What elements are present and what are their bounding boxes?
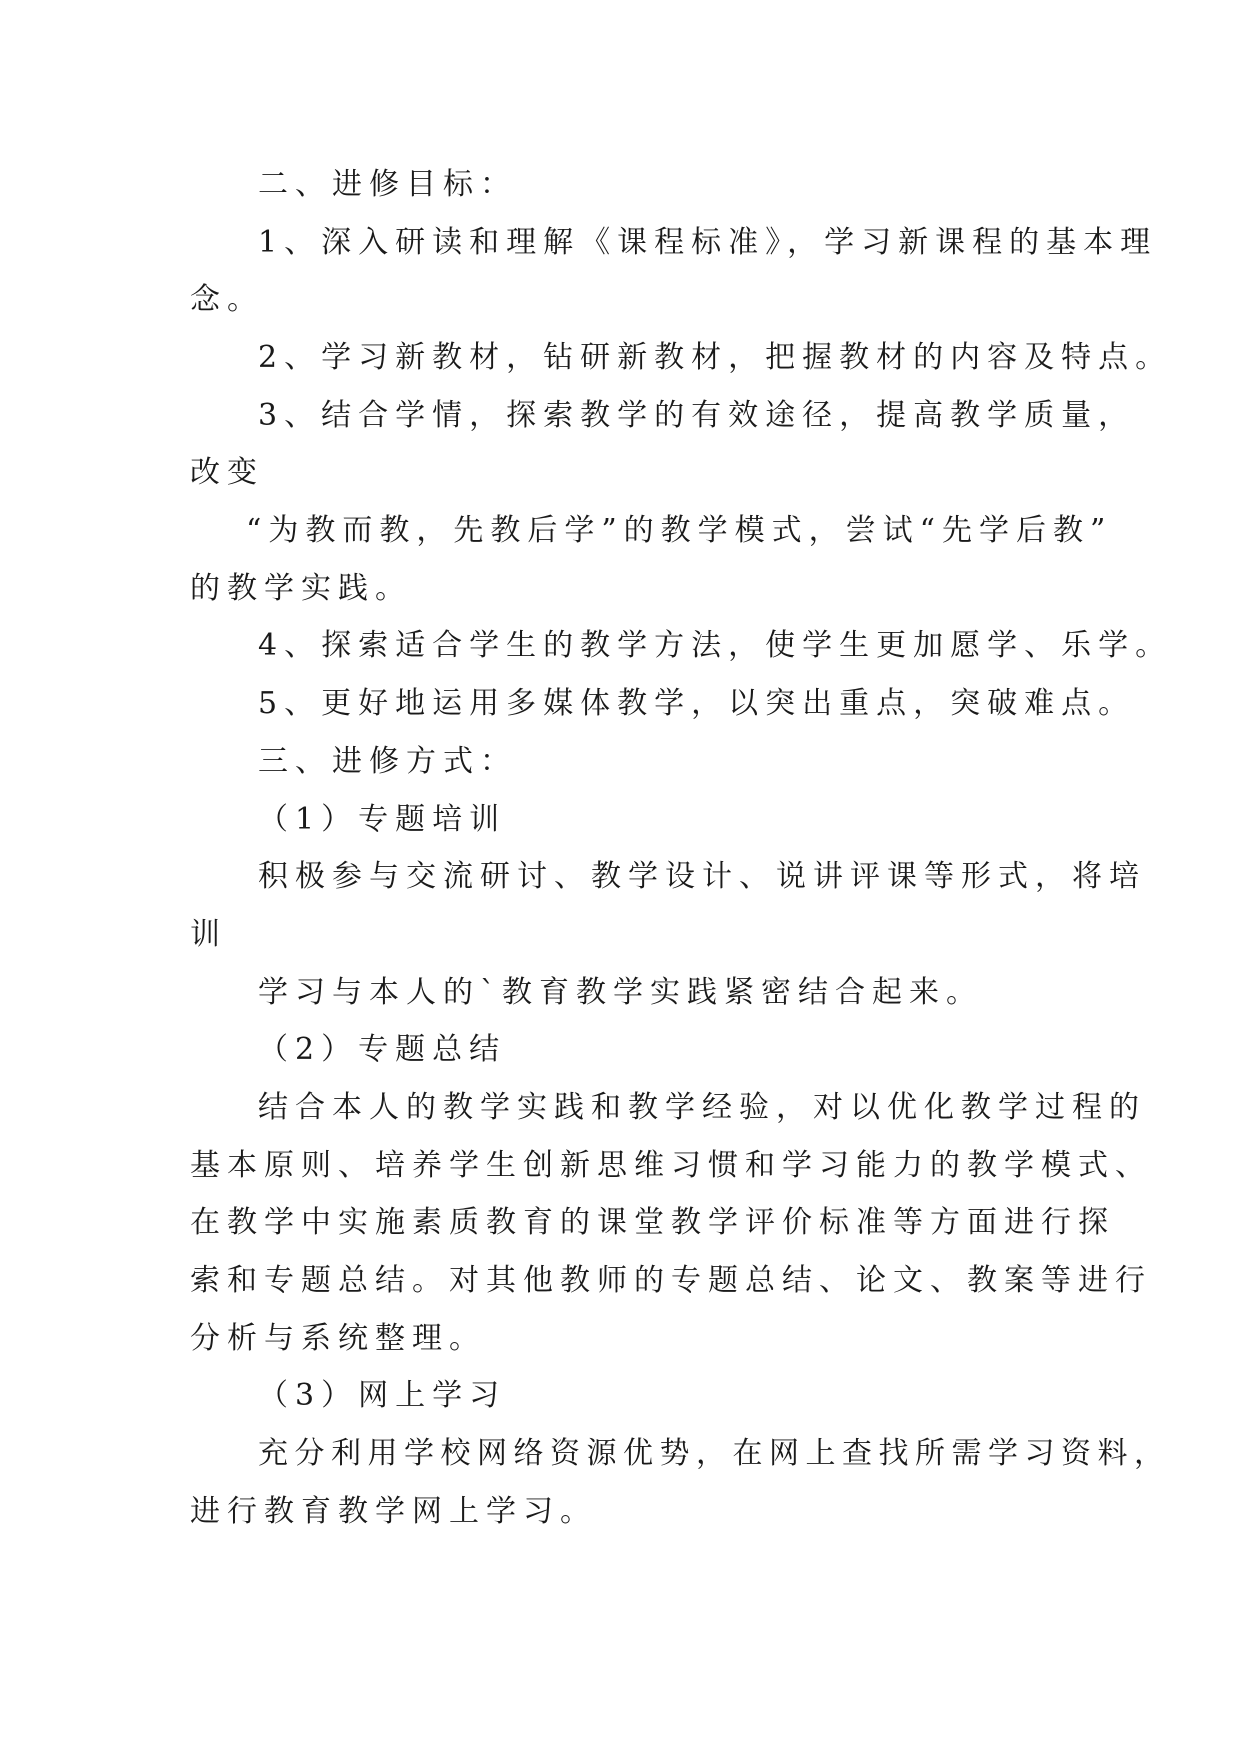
method-1-line-1: 积极参与交流研讨、教学设计、说讲评课等形式，将培 [258, 859, 1146, 894]
goal-1-line-2: 念。 [190, 282, 264, 317]
method-1-title: （1）专题培训 [258, 802, 507, 837]
method-2-line-4: 索和专题总结。对其他教师的专题总结、论文、教案等进行 [190, 1263, 1152, 1298]
goal-3-line-1: 3、结合学情，探索教学的有效途径，提高教学质量， [258, 398, 1136, 433]
section-heading-methods: 三、进修方式： [258, 744, 517, 779]
method-3-title: （3）网上学习 [258, 1378, 507, 1413]
goal-3-line-2: 改变 [190, 455, 264, 490]
goal-3-line-4: 的教学实践。 [190, 571, 412, 606]
method-2-title: （2）专题总结 [258, 1032, 507, 1067]
goal-4: 4、探索适合学生的教学方法，使学生更加愿学、乐学。 [258, 628, 1173, 663]
section-heading-goals: 二、进修目标： [258, 167, 517, 202]
method-3-line-1: 充分利用学校网络资源优势，在网上查找所需学习资料， [258, 1436, 1171, 1471]
goal-3-line-3: “为教而教，先教后学”的教学模式，尝试“先学后教” [246, 513, 1113, 548]
goal-2: 2、学习新教材，钻研新教材，把握教材的内容及特点。 [258, 340, 1173, 375]
method-2-line-1: 结合本人的教学实践和教学经验，对以优化教学过程的 [258, 1090, 1146, 1125]
method-2-line-3: 在教学中实施素质教育的课堂教学评价标准等方面进行探 [190, 1205, 1115, 1240]
goal-5: 5、更好地运用多媒体教学，以突出重点，突破难点。 [258, 686, 1136, 721]
method-1-line-2: 训 [190, 917, 227, 952]
method-3-line-2: 进行教育教学网上学习。 [190, 1494, 597, 1529]
goal-1-line-1: 1、深入研读和理解《课程标准》，学习新课程的基本理 [258, 225, 1158, 260]
method-2-line-2: 基本原则、培养学生创新思维习惯和学习能力的教学模式、 [190, 1148, 1152, 1183]
method-2-line-5: 分析与系统整理。 [190, 1321, 486, 1356]
method-1-line-3: 学习与本人的`教育教学实践紧密结合起来。 [258, 975, 983, 1010]
